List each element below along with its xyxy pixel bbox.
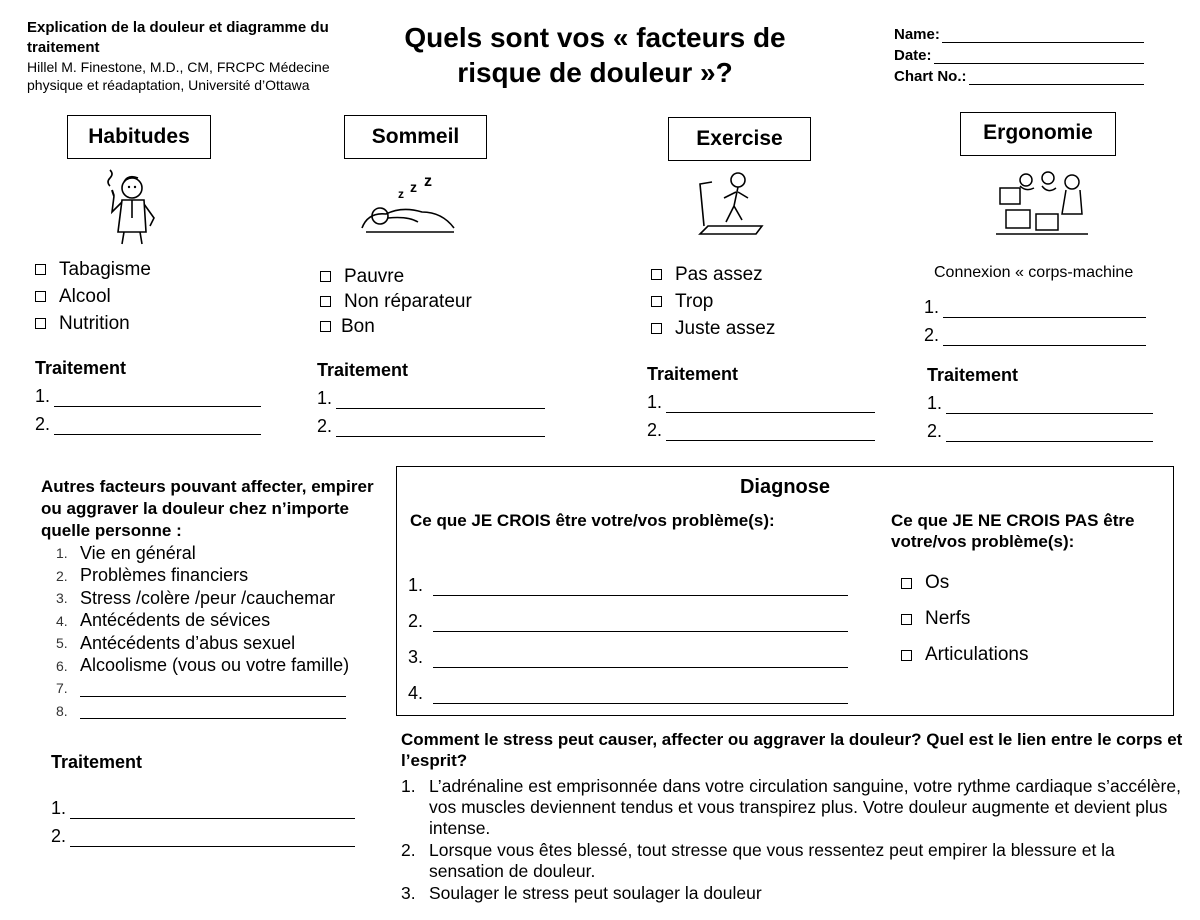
list-item: 6. Alcoolisme (vous ou votre famille) <box>56 655 350 676</box>
option-non-reparateur[interactable]: Non réparateur <box>320 289 472 314</box>
treatment-ergonomie: Traitement 1. 2. <box>927 365 1153 442</box>
diagnosis-line-1[interactable] <box>433 575 848 596</box>
list-item: 1. L’adrénaline est emprisonnée dans votre circulation sanguine, votre rythme cardiaque s’accélère, vos muscles deviennent tendus et vous transpirez plus. Votre douleur augmente et devient plus intense. <box>401 776 1181 838</box>
category-exercise-title: Exercise <box>668 117 811 161</box>
treatment-habitudes: Traitement 1. 2. <box>35 358 261 435</box>
option-bon[interactable]: Bon <box>320 314 472 339</box>
diagnosis-line-2[interactable] <box>433 611 848 632</box>
list-item: 3. Soulager le stress peut soulager la douleur <box>401 883 762 903</box>
checkbox[interactable] <box>35 291 46 302</box>
treatment-line[interactable] <box>54 414 261 435</box>
list-item: 2. Lorsque vous êtes blessé, tout stresse que vous ressentez peut empirer la blessure et la sensation de douleur. <box>401 840 1115 881</box>
checkbox[interactable] <box>320 296 331 307</box>
checkbox[interactable] <box>320 321 331 332</box>
list-item: 2. Problèmes financiers <box>56 565 249 586</box>
patient-info <box>894 22 1144 85</box>
name-label: Name: <box>894 26 940 43</box>
sleeping-person-icon <box>358 172 458 240</box>
diagnose-title: Diagnose <box>739 476 831 498</box>
ergonomie-line-2[interactable] <box>943 325 1146 346</box>
option-tabagisme[interactable]: Tabagisme <box>35 256 151 283</box>
svg-text:z: z <box>424 173 432 190</box>
svg-text:z: z <box>398 187 404 201</box>
category-habitudes-title: Habitudes <box>67 115 211 159</box>
svg-text:z: z <box>410 179 417 195</box>
option-articulations[interactable]: Articulations <box>901 637 1029 673</box>
treatment-heading: Traitement <box>927 365 1019 385</box>
author-credit: Hillel M. Finestone, M.D., CM, FRCPC Médecine physique et réadaptation, Université d’Ottawa <box>27 59 330 93</box>
treatment-line[interactable] <box>666 420 875 441</box>
treatment-sommeil: Traitement 1. 2. <box>317 360 545 437</box>
diagnosis-line-3[interactable] <box>433 647 848 668</box>
checkbox[interactable] <box>320 271 331 282</box>
list-item: 5. Antécédents d’abus sexuel <box>56 632 296 653</box>
sommeil-options <box>320 264 472 339</box>
name-field[interactable] <box>942 27 1144 43</box>
treadmill-runner-icon <box>694 168 766 244</box>
date-label: Date: <box>894 47 932 64</box>
other-factors-list <box>56 542 376 722</box>
chart-number-label: Chart No.: <box>894 68 967 85</box>
habitudes-options <box>35 256 151 337</box>
list-item: 3. Stress /colère /peur /cauchemar <box>56 587 336 608</box>
date-field[interactable] <box>934 48 1144 64</box>
page-title: Quels sont vos « facteurs de risque de douleur »? <box>404 22 786 88</box>
stress-answers <box>401 776 1191 905</box>
option-trop[interactable]: Trop <box>651 288 775 315</box>
diagnosis-line-4[interactable] <box>433 683 848 704</box>
option-nutrition[interactable]: Nutrition <box>35 310 151 337</box>
ergonomie-lines: 1. 2. <box>924 290 1146 346</box>
treatment-line[interactable] <box>70 798 355 819</box>
list-item: 4. Antécédents de sévices <box>56 610 271 631</box>
list-item: 8. <box>56 700 376 723</box>
treatment-line[interactable] <box>336 388 545 409</box>
treatment-heading: Traitement <box>317 360 409 380</box>
other-factor-line-7[interactable] <box>80 680 346 697</box>
checkbox[interactable] <box>35 318 46 329</box>
treatment-heading: Traitement <box>51 752 143 772</box>
option-juste-assez[interactable]: Juste assez <box>651 315 775 342</box>
not-believe-options <box>901 565 1029 673</box>
option-nerfs[interactable]: Nerfs <box>901 601 1029 637</box>
option-os[interactable]: Os <box>901 565 1029 601</box>
checkbox[interactable] <box>901 578 912 589</box>
source-title: Explication de la douleur et diagramme du traitement <box>27 19 329 56</box>
source-header <box>27 18 387 94</box>
treatment-line[interactable] <box>336 416 545 437</box>
treatment-line[interactable] <box>54 386 261 407</box>
other-factors-title: Autres facteurs pouvant affecter, empirer ou aggraver la douleur chez n’importe quelle personne : <box>41 477 374 540</box>
ergonomie-subtitle: Connexion « corps-machine <box>934 264 1134 281</box>
option-pauvre[interactable]: Pauvre <box>320 264 472 289</box>
smoking-man-icon <box>98 168 168 246</box>
option-alcool[interactable]: Alcool <box>35 283 151 310</box>
treatment-heading: Traitement <box>647 364 739 384</box>
ergonomie-line-1[interactable] <box>943 297 1146 318</box>
option-pas-assez[interactable]: Pas assez <box>651 261 775 288</box>
diagnose-box <box>396 466 1174 716</box>
checkbox[interactable] <box>651 269 662 280</box>
checkbox[interactable] <box>901 650 912 661</box>
exercise-options <box>651 261 775 342</box>
computer-workers-icon <box>992 164 1092 242</box>
treatment-line[interactable] <box>70 826 355 847</box>
treatment-heading: Traitement <box>35 358 127 378</box>
treatment-line[interactable] <box>666 392 875 413</box>
treatment-exercise: Traitement 1. 2. <box>647 364 875 441</box>
believe-title: Ce que JE CROIS être votre/vos problème(s): <box>410 511 775 530</box>
not-believe-title: Ce que JE NE CROIS PAS être votre/vos problème(s): <box>891 511 1135 551</box>
category-sommeil-title: Sommeil <box>344 115 487 159</box>
checkbox[interactable] <box>651 296 662 307</box>
list-item: 7. <box>56 677 376 700</box>
treatment-line[interactable] <box>946 393 1153 414</box>
list-item: 1. Vie en général <box>56 542 196 563</box>
stress-question: Comment le stress peut causer, affecter ou aggraver la douleur? Quel est le lien entre le corps et l’esprit? <box>401 730 1183 770</box>
category-ergonomie-title: Ergonomie <box>960 112 1116 156</box>
checkbox[interactable] <box>651 323 662 334</box>
treatment-other: Traitement 1. 2. <box>51 752 355 847</box>
checkbox[interactable] <box>901 614 912 625</box>
checkbox[interactable] <box>35 264 46 275</box>
chart-number-field[interactable] <box>969 69 1145 85</box>
treatment-line[interactable] <box>946 421 1153 442</box>
believe-lines: 1. 2. 3. 4. <box>408 560 848 704</box>
other-factor-line-8[interactable] <box>80 702 346 719</box>
